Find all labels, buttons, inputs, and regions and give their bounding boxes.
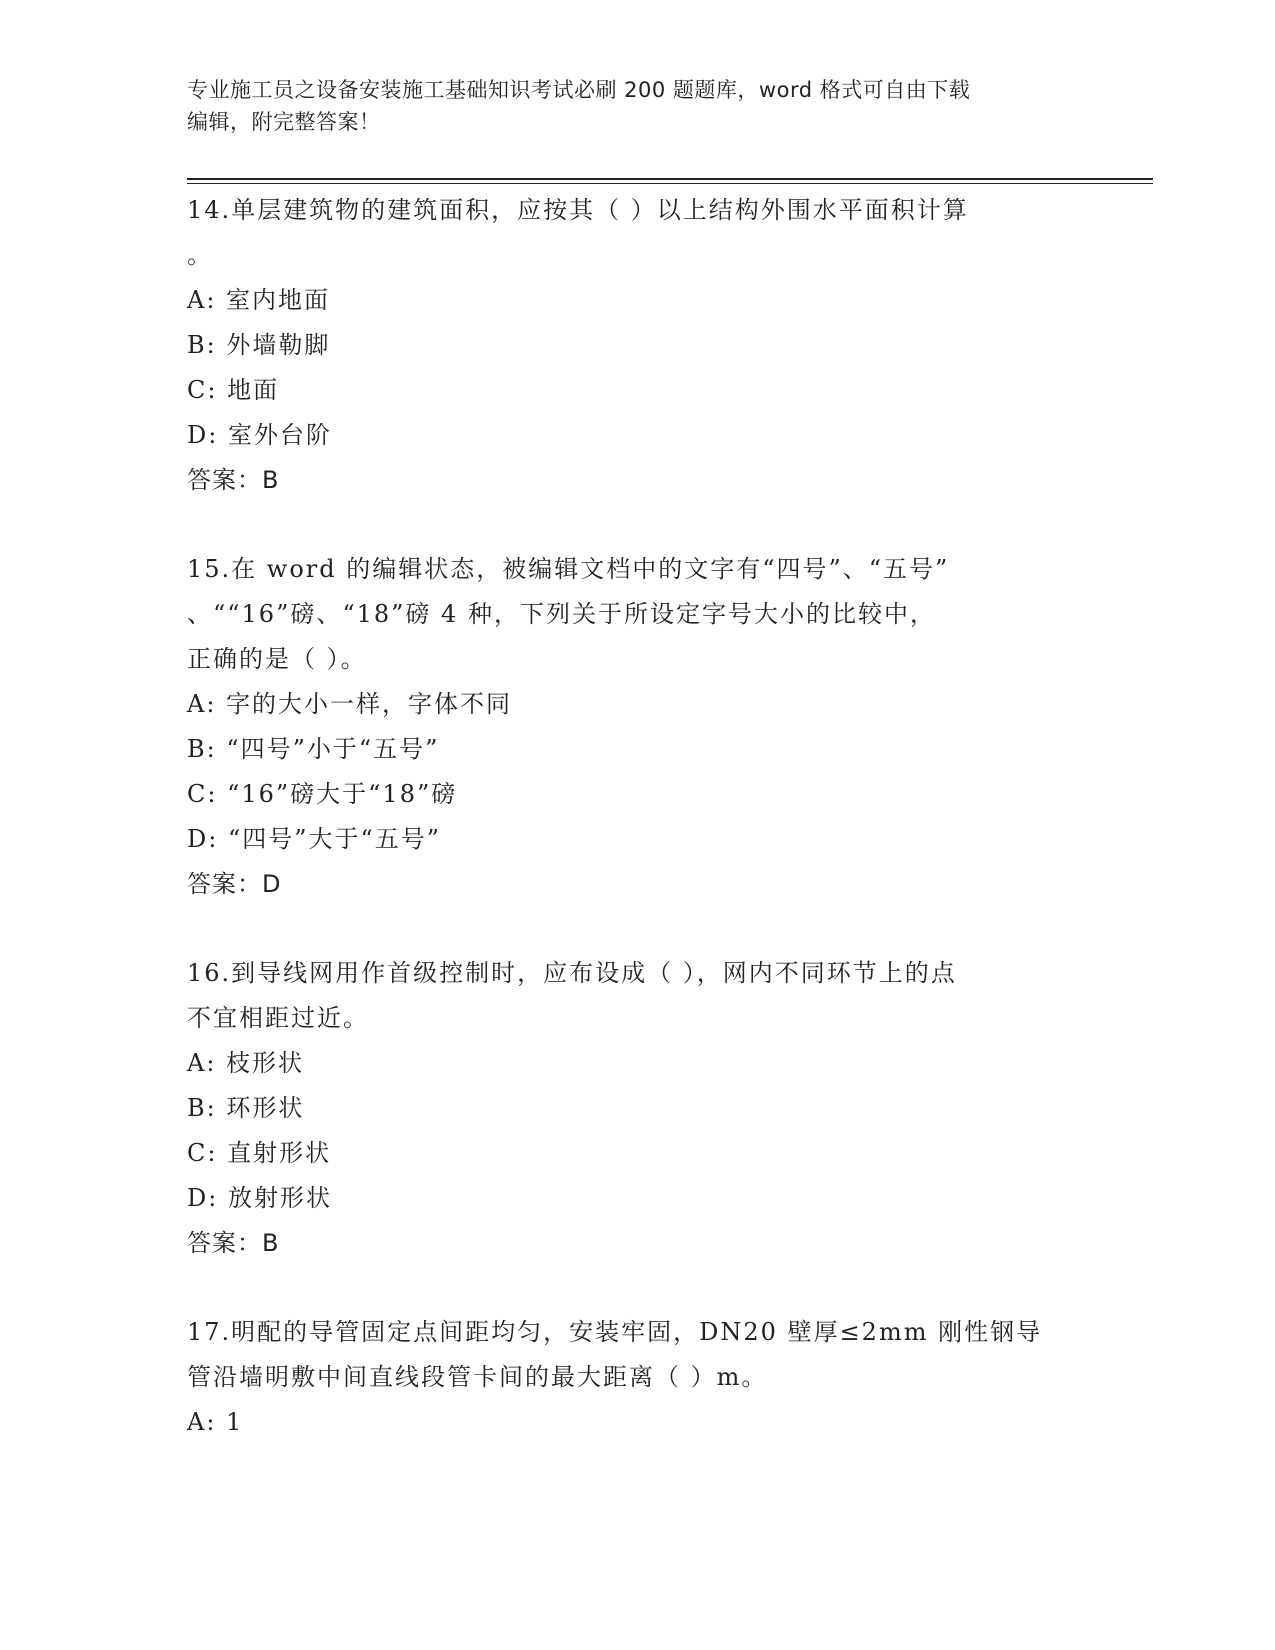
- option-b: B: “四号”小于“五号”: [187, 735, 440, 763]
- question-list: [187, 188, 1087, 1489]
- option-a: A: 室内地面: [187, 286, 331, 314]
- option-d: D: 放射形状: [187, 1184, 332, 1212]
- option-c: C: “16”磅大于“18”磅: [187, 780, 458, 808]
- question-text-line: 14.单层建筑物的建筑面积，应按其（ ）以上结构外围水平面积计算: [187, 196, 969, 224]
- question-16: [187, 951, 1087, 1266]
- question-text-line: 管沿墙明敷中间直线段管卡间的最大距离（ ）m。: [187, 1363, 768, 1391]
- question-15: [187, 547, 1087, 907]
- option-c: C: 地面: [187, 376, 280, 404]
- question-text-line: 15.在 word 的编辑状态，被编辑文档中的文字有“四号”、“五号”: [187, 555, 950, 583]
- option-a: A: 1: [187, 1408, 244, 1436]
- header-divider-thin: [187, 183, 1153, 184]
- question-text-line: 不宜相距过近。: [187, 1004, 369, 1032]
- question-text-line: 17.明配的导管固定点间距均匀，安装牢固，DN20 壁厚≤2mm 刚性钢导: [187, 1318, 1043, 1346]
- question-text-line: 、““16”磅、“18”磅 4 种，下列关于所设定字号大小的比较中，: [187, 600, 936, 628]
- option-b: B: 环形状: [187, 1094, 305, 1122]
- question-14: [187, 188, 1087, 503]
- header-line-2: 编辑，附完整答案！: [187, 110, 381, 134]
- question-17: [187, 1310, 1087, 1445]
- option-a: A: 枝形状: [187, 1049, 305, 1077]
- answer-label: 答案：B: [187, 1229, 280, 1257]
- option-d: D: 室外台阶: [187, 421, 332, 449]
- option-c: C: 直射形状: [187, 1139, 332, 1167]
- option-b: B: 外墙勒脚: [187, 331, 331, 359]
- header-divider-thick: [187, 178, 1153, 180]
- header-line-1: 专业施工员之设备安装施工基础知识考试必刷 200 题题库，word 格式可自由下载: [187, 78, 971, 102]
- document-header: [187, 74, 1087, 138]
- question-text-line: 。: [187, 241, 213, 269]
- answer-label: 答案：D: [187, 870, 282, 898]
- option-d: D: “四号”大于“五号”: [187, 825, 442, 853]
- question-text-line: 16.到导线网用作首级控制时，应布设成（ ），网内不同环节上的点: [187, 959, 957, 987]
- option-a: A: 字的大小一样，字体不同: [187, 690, 513, 718]
- question-text-line: 正确的是（ ）。: [187, 645, 367, 673]
- answer-label: 答案：B: [187, 466, 280, 494]
